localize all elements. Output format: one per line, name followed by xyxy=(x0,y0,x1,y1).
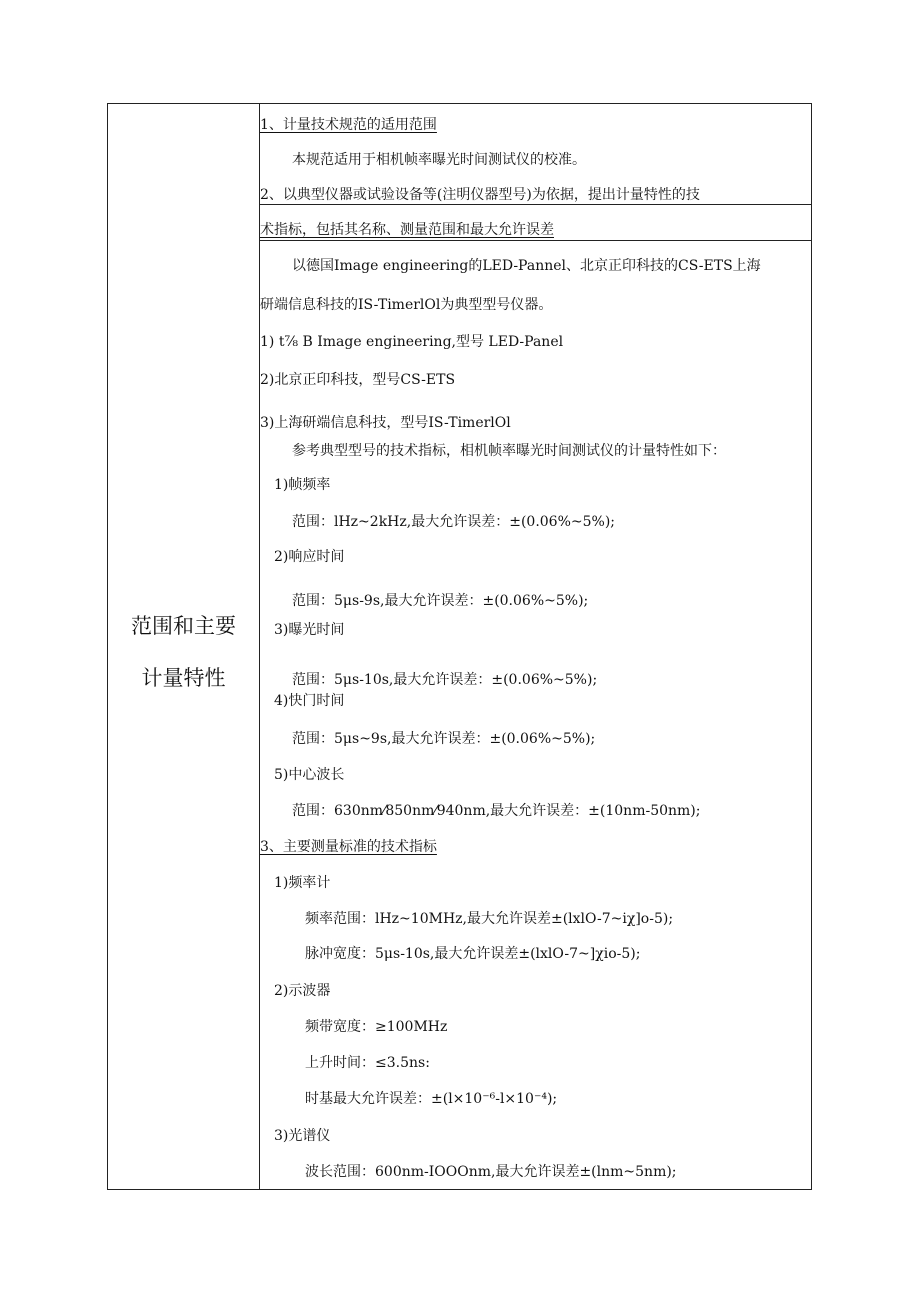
spec-range: 范围：5μs~9s,最大允许误差：±(0.06%~5%); xyxy=(292,731,596,747)
section1-title: 1、计量技术规范的适用范围 xyxy=(260,117,437,133)
section3-title: 3、主要测量标准的技术指标 xyxy=(260,839,437,855)
spec-range: 范围：5μs-9s,最大允许误差：±(0.06%~5%); xyxy=(292,593,589,609)
spec-range: 范围：630nm⁄850nm⁄940nm,最大允许误差：±(10nm-50nm); xyxy=(292,803,701,819)
column-divider xyxy=(259,104,260,1189)
spec-name: 5)中心波长 xyxy=(274,767,345,783)
instrument-name: 3)光谱仪 xyxy=(274,1128,331,1144)
row-divider-1 xyxy=(259,204,811,205)
device-item: 1) t⅞ B Image engineering,型号 LED-Panel xyxy=(260,334,564,350)
spec-table xyxy=(107,103,812,1190)
spec-name: 2)响应时间 xyxy=(274,549,345,565)
spec-range: 范围：5μs-10s,最大允许误差：±(0.06%~5%); xyxy=(292,672,598,688)
instrument-name: 2)示波器 xyxy=(274,983,331,999)
instrument-name: 1)频率计 xyxy=(274,875,331,891)
left-label-line1: 范围和主要 xyxy=(131,614,236,638)
section2-intro-line1: 以德国Image engineering的LED-Pannel、北京正印科技的CS-ETS上海 xyxy=(292,258,761,274)
instrument-spec: 脉冲宽度：5μs-10s,最大允许误差±(lxlO-7~]χio-5); xyxy=(305,946,641,962)
section2-title-line1: 2、以典型仪器或试验设备等(注明仪器型号)为依据，提出计量特性的技 xyxy=(260,187,700,203)
device-item: 2)北京正印科技，型号CS-ETS xyxy=(260,372,456,388)
section2-title-line2: 术指标，包括其名称、测量范围和最大允许误差 xyxy=(260,222,554,238)
left-label-line2: 计量特性 xyxy=(141,666,226,690)
instrument-spec: 时基最大允许误差：±(l×10⁻⁶-l×10⁻⁴); xyxy=(305,1091,558,1107)
instrument-spec: 频带宽度：≥100MHz xyxy=(305,1019,448,1035)
spec-name: 3)曝光时间 xyxy=(274,622,345,638)
instrument-spec: 波长范围：600nm-IOOOnm,最大允许误差±(lnm~5nm); xyxy=(305,1164,677,1180)
spec-name: 1)帧频率 xyxy=(274,477,331,493)
section1-text: 本规范适用于相机帧率曝光时间测试仪的校准。 xyxy=(292,152,586,168)
section2-intro-line2: 研端信息科技的IS-TimerlOl为典型型号仪器。 xyxy=(260,297,553,313)
instrument-spec: 上升时间：≤3.5ns: xyxy=(305,1055,430,1071)
instrument-spec: 频率范围：lHz~10MHz,最大允许误差±(lxlO-7~iχ]o-5); xyxy=(305,911,674,927)
row-divider-2 xyxy=(259,240,811,241)
spec-range: 范围：lHz~2kHz,最大允许误差：±(0.06%~5%); xyxy=(292,514,616,530)
reference-text: 参考典型型号的技术指标，相机帧率曝光时间测试仪的计量特性如下： xyxy=(292,443,726,459)
device-item: 3)上海研端信息科技，型号IS-TimerlOl xyxy=(260,415,511,431)
spec-name: 4)快门时间 xyxy=(274,693,345,709)
